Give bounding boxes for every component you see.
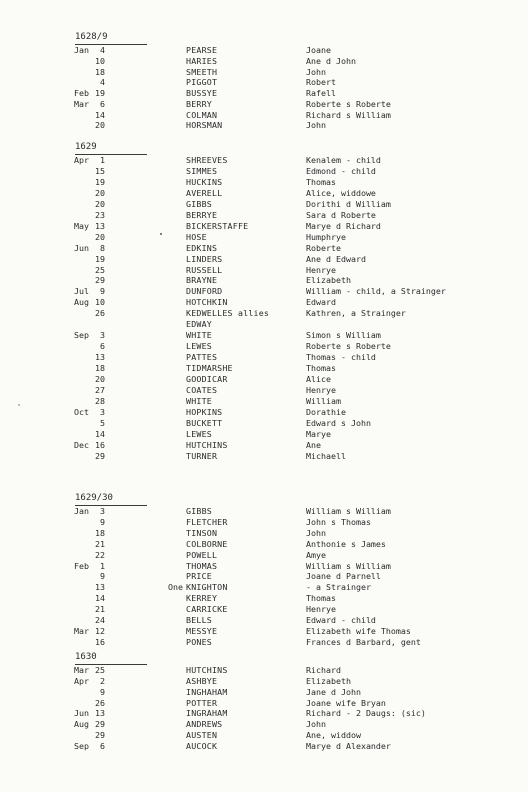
entry-given-name: Alice, widdowe: [306, 187, 376, 198]
entry-day: 20: [95, 374, 105, 384]
burial-entry: [0, 110, 528, 121]
entry-surname: AUSTEN: [186, 730, 218, 741]
entry-day: 20: [95, 187, 105, 198]
entry-given-name: Ane, widdow: [306, 730, 361, 741]
entry-given-name: Thomas: [306, 363, 336, 374]
entry-given-name: Amye: [306, 549, 326, 560]
entry-surname: AVERELL: [186, 187, 223, 198]
burial-entry: [0, 254, 528, 265]
entry-surname: COATES: [186, 384, 218, 395]
entry-surname: HARIES: [186, 55, 218, 66]
entry-given-name: John: [306, 719, 326, 730]
entry-month: Sep: [74, 740, 89, 751]
entry-surname: BELLS: [186, 615, 212, 625]
entry-day: 14: [95, 593, 105, 604]
entry-surname: PEARSE: [186, 45, 218, 55]
entry-given-name: Marye d Alexander: [306, 740, 391, 751]
burial-entry: [0, 188, 528, 199]
burial-entry: [0, 615, 528, 626]
entry-day: 6: [100, 341, 105, 352]
entry-surname: HOSE: [186, 231, 207, 242]
entry-given-name: Dorithi d William: [306, 198, 391, 209]
ink-speck: [18, 404, 20, 406]
burial-entry: [0, 308, 528, 319]
entry-day: 19: [95, 88, 105, 98]
entry-day: 13: [95, 352, 105, 363]
burial-entry: [0, 88, 528, 99]
entry-given-name: Henrye: [306, 264, 336, 275]
entry-day: 29: [95, 275, 105, 286]
entry-given-name: Joane: [306, 45, 331, 55]
entry-day: 19: [95, 176, 105, 187]
entry-given-name: Thomas - child: [306, 352, 376, 363]
entry-day: 1: [100, 560, 105, 571]
section-heading: 1630: [75, 651, 147, 665]
entry-given-name: Alice: [306, 374, 331, 384]
entry-surname: INGHAHAM: [186, 686, 228, 697]
entry-month: Dec: [74, 439, 89, 450]
entry-given-name: William s William: [306, 506, 391, 516]
entry-given-name: Robert: [306, 77, 336, 88]
entry-surname: BRAYNE: [186, 275, 218, 286]
entry-day: 20: [95, 198, 105, 209]
entry-given-name: Ane d John: [306, 55, 356, 66]
burial-entry: [0, 698, 528, 709]
burial-entry: [0, 199, 528, 210]
entry-day: 27: [95, 384, 105, 395]
ink-speck: [160, 233, 162, 235]
burial-entry: [0, 99, 528, 110]
entry-given-name: Elizabeth: [306, 675, 351, 686]
entry-surname: HUTCHINS: [186, 439, 228, 450]
entry-day: 14: [95, 428, 105, 439]
entry-given-name: Richard - 2 Daugs: (sic): [306, 708, 426, 719]
entry-surname: BERRY: [186, 98, 212, 109]
burial-entry: [0, 385, 528, 396]
entry-surname: KEDWELLES allies: [186, 308, 270, 319]
entry-given-name: Henrye: [306, 384, 336, 395]
entry-given-name: John s Thomas: [306, 516, 371, 527]
entry-surname: BERRYE: [186, 209, 218, 220]
entry-month: Mar: [74, 98, 89, 109]
burial-entry: [0, 155, 528, 166]
burial-entry: [0, 708, 528, 719]
entry-day: 9: [100, 286, 105, 297]
entry-given-name: Jane d John: [306, 686, 361, 697]
entry-day: 28: [95, 395, 105, 406]
entry-surname: CARRICKE: [186, 604, 228, 615]
entry-day: 29: [95, 450, 105, 461]
entry-day: 9: [100, 686, 105, 697]
entry-day: 14: [95, 109, 105, 120]
entry-surname: KNIGHTON: [186, 582, 228, 593]
entry-day: 21: [95, 604, 105, 615]
burial-entry: [0, 741, 528, 752]
entry-month: Jun: [74, 708, 89, 719]
entry-surname: PATTES: [186, 352, 218, 363]
entry-surname: TINSON: [186, 527, 218, 538]
entry-month: Jun: [74, 242, 89, 253]
entry-surname: MESSYE: [186, 625, 218, 636]
burial-entry: [0, 539, 528, 550]
entry-day: 25: [95, 264, 105, 275]
entry-given-name: Frances d Barbard, gent: [306, 636, 421, 647]
entry-given-name: John: [306, 120, 326, 131]
entry-surname: HOTCHKIN: [186, 297, 228, 308]
entry-day: 24: [95, 615, 105, 625]
entry-surname: GOODICAR: [186, 374, 228, 384]
entry-month: Aug: [74, 719, 89, 730]
entry-surname: HUCKINS: [186, 176, 223, 187]
entry-given-name: Sara d Roberte: [306, 209, 376, 220]
entry-given-name: Ane: [306, 439, 321, 450]
entry-given-name: Edward s John: [306, 417, 371, 428]
entry-given-name: Kenalem - child: [306, 155, 381, 165]
entry-surname: EDWAY: [186, 319, 212, 330]
entry-day: 4: [100, 45, 105, 55]
burial-entry: [0, 286, 528, 297]
entry-surname: KERREY: [186, 593, 218, 604]
entry-day: 16: [95, 439, 105, 450]
burial-entry: [0, 319, 528, 330]
burial-entry: [0, 676, 528, 687]
entry-day: 18: [95, 363, 105, 374]
entry-day: 22: [95, 549, 105, 560]
entry-month: Jan: [74, 45, 89, 55]
entry-given-name: Marye: [306, 428, 331, 439]
entry-surname: EDKINS: [186, 242, 218, 253]
entry-day: 6: [100, 98, 105, 109]
entry-surname: BUSSYE: [186, 88, 218, 98]
entry-given-name: William s William: [306, 560, 391, 571]
burial-entry: [0, 56, 528, 67]
burial-entry: [0, 561, 528, 572]
entry-surname: FLETCHER: [186, 516, 228, 527]
entry-surname: GIBBS: [186, 506, 212, 516]
entry-month: Feb: [74, 560, 89, 571]
entry-surname: ASHBYE: [186, 675, 218, 686]
burial-entry: [0, 330, 528, 341]
burial-entry: [0, 374, 528, 385]
entry-day: 12: [95, 625, 105, 636]
entry-surname: THOMAS: [186, 560, 218, 571]
entry-surname: SMEETH: [186, 66, 218, 77]
entry-given-name: Simon s William: [306, 330, 381, 341]
entry-surname: POWELL: [186, 549, 218, 560]
burial-entry: [0, 67, 528, 78]
entry-given-name: William - child, a Strainger: [306, 286, 446, 297]
entry-day: 2: [100, 675, 105, 686]
entry-month: Jan: [74, 506, 89, 516]
entry-surname: GIBBS: [186, 198, 212, 209]
entry-given-name: Ane d Edward: [306, 253, 366, 264]
burial-entry: [0, 341, 528, 352]
entry-surname: DUNFORD: [186, 286, 223, 297]
burial-entry: [0, 232, 528, 243]
entry-day: 18: [95, 527, 105, 538]
entry-day: 8: [100, 242, 105, 253]
entry-note: One: [168, 582, 183, 593]
burial-entry: [0, 396, 528, 407]
entry-given-name: Roberte s Roberte: [306, 98, 391, 109]
entry-given-name: Dorathie: [306, 406, 346, 417]
entry-surname: TIDMARSHE: [186, 363, 233, 374]
burial-entry: [0, 528, 528, 539]
entry-given-name: - a Strainger: [306, 582, 371, 593]
burial-entry: [0, 221, 528, 232]
entry-month: Mar: [74, 665, 89, 675]
burial-entry: [0, 626, 528, 637]
entry-month: Oct: [74, 406, 89, 417]
entry-given-name: Richard: [306, 665, 341, 675]
entry-surname: INGRAHAM: [186, 708, 228, 719]
entry-surname: SIMMES: [186, 165, 218, 176]
entry-day: 15: [95, 165, 105, 176]
entry-given-name: William: [306, 395, 341, 406]
entry-given-name: Joane d Parnell: [306, 571, 381, 582]
entry-surname: COLBORNE: [186, 538, 228, 549]
entry-given-name: Edward - child: [306, 615, 376, 625]
entry-day: 6: [100, 740, 105, 751]
entry-surname: WHITE: [186, 330, 212, 341]
entry-surname: LEWES: [186, 428, 212, 439]
burial-entry: [0, 352, 528, 363]
entry-day: 16: [95, 636, 105, 647]
entry-day: 1: [100, 155, 105, 165]
entry-given-name: Humphrye: [306, 231, 346, 242]
section-heading: 1628/9: [75, 31, 147, 45]
entry-given-name: Henrye: [306, 604, 336, 615]
burial-entry: [0, 593, 528, 604]
burial-entry: [0, 363, 528, 374]
burial-entry: [0, 451, 528, 462]
section-heading: 1629: [75, 141, 147, 155]
burial-entry: [0, 275, 528, 286]
burial-entry: [0, 517, 528, 528]
entry-day: 20: [95, 120, 105, 131]
burial-entry: [0, 297, 528, 308]
entry-surname: COLMAN: [186, 109, 218, 120]
entry-given-name: Rafell: [306, 88, 336, 98]
entry-surname: TURNER: [186, 450, 218, 461]
entry-day: 18: [95, 66, 105, 77]
burial-entry: [0, 440, 528, 451]
burial-entry: [0, 730, 528, 741]
entry-surname: RUSSELL: [186, 264, 223, 275]
entry-given-name: John: [306, 66, 326, 77]
entry-surname: HOPKINS: [186, 406, 223, 417]
burial-entry: [0, 719, 528, 730]
entry-day: 9: [100, 516, 105, 527]
entry-surname: HUTCHINS: [186, 665, 228, 675]
burial-entry: [0, 120, 528, 131]
entry-given-name: John: [306, 527, 326, 538]
burial-entry: [0, 665, 528, 676]
entry-day: 3: [100, 506, 105, 516]
entry-month: Mar: [74, 625, 89, 636]
entry-day: 23: [95, 209, 105, 220]
entry-given-name: Elizabeth: [306, 275, 351, 286]
burial-entry: [0, 177, 528, 188]
entry-day: 25: [95, 665, 105, 675]
entry-month: Feb: [74, 88, 89, 98]
entry-day: 13: [95, 708, 105, 719]
entry-surname: PRICE: [186, 571, 212, 582]
entry-day: 5: [100, 417, 105, 428]
section-heading: 1629/30: [75, 492, 147, 506]
burial-entry: [0, 265, 528, 276]
entry-day: 3: [100, 406, 105, 417]
burial-entry: [0, 687, 528, 698]
burial-entry: [0, 166, 528, 177]
entry-day: 4: [100, 77, 105, 88]
entry-day: 20: [95, 231, 105, 242]
entry-surname: POTTER: [186, 697, 218, 708]
entry-surname: LINDERS: [186, 253, 223, 264]
entry-surname: WHITE: [186, 395, 212, 406]
entry-month: Apr: [74, 155, 89, 165]
entry-given-name: Elizabeth wife Thomas: [306, 625, 411, 636]
entry-day: 13: [95, 220, 105, 231]
burial-entry: [0, 418, 528, 429]
entry-day: 29: [95, 730, 105, 741]
entry-surname: LEWES: [186, 341, 212, 352]
entry-surname: HORSMAN: [186, 120, 223, 131]
entry-day: 13: [95, 582, 105, 593]
entry-day: 10: [95, 55, 105, 66]
burial-entry: [0, 550, 528, 561]
entry-given-name: Roberte s Roberte: [306, 341, 391, 352]
entry-given-name: Thomas: [306, 593, 336, 604]
entry-given-name: Thomas: [306, 176, 336, 187]
entry-day: 29: [95, 719, 105, 730]
entry-given-name: Richard s William: [306, 109, 391, 120]
entry-month: Apr: [74, 675, 89, 686]
burial-entry: [0, 407, 528, 418]
entry-given-name: Edmond - child: [306, 165, 376, 176]
entry-surname: AUCOCK: [186, 740, 218, 751]
burial-entry: [0, 637, 528, 648]
burial-entry: [0, 45, 528, 56]
entry-surname: BICKERSTAFFE: [186, 220, 249, 231]
entry-month: Sep: [74, 330, 89, 341]
entry-surname: ANDREWS: [186, 719, 223, 730]
entry-day: 9: [100, 571, 105, 582]
entry-given-name: Roberte: [306, 242, 341, 253]
entry-given-name: Marye d Richard: [306, 220, 381, 231]
entry-given-name: Kathren, a Strainger: [306, 308, 406, 319]
burial-entry: [0, 604, 528, 615]
entry-day: 26: [95, 697, 105, 708]
entry-given-name: Anthonie s James: [306, 538, 386, 549]
entry-surname: BUCKETT: [186, 417, 223, 428]
burial-entry: [0, 506, 528, 517]
burial-entry: [0, 77, 528, 88]
entry-month: May: [74, 220, 89, 231]
entry-day: 19: [95, 253, 105, 264]
entry-given-name: Joane wife Bryan: [306, 697, 386, 708]
entry-surname: SHREEVES: [186, 155, 228, 165]
entry-month: Jul: [74, 286, 89, 297]
burial-entry: [0, 582, 528, 593]
entry-given-name: Michaell: [306, 450, 346, 461]
burial-entry: [0, 210, 528, 221]
entry-surname: PONES: [186, 636, 212, 647]
entry-given-name: Edward: [306, 297, 336, 308]
entry-month: Aug: [74, 297, 89, 308]
burial-entry: [0, 571, 528, 582]
entry-day: 26: [95, 308, 105, 319]
entry-day: 10: [95, 297, 105, 308]
burial-entry: [0, 429, 528, 440]
entry-day: 3: [100, 330, 105, 341]
entry-day: 21: [95, 538, 105, 549]
burial-entry: [0, 243, 528, 254]
entry-surname: PIGGOT: [186, 77, 218, 88]
